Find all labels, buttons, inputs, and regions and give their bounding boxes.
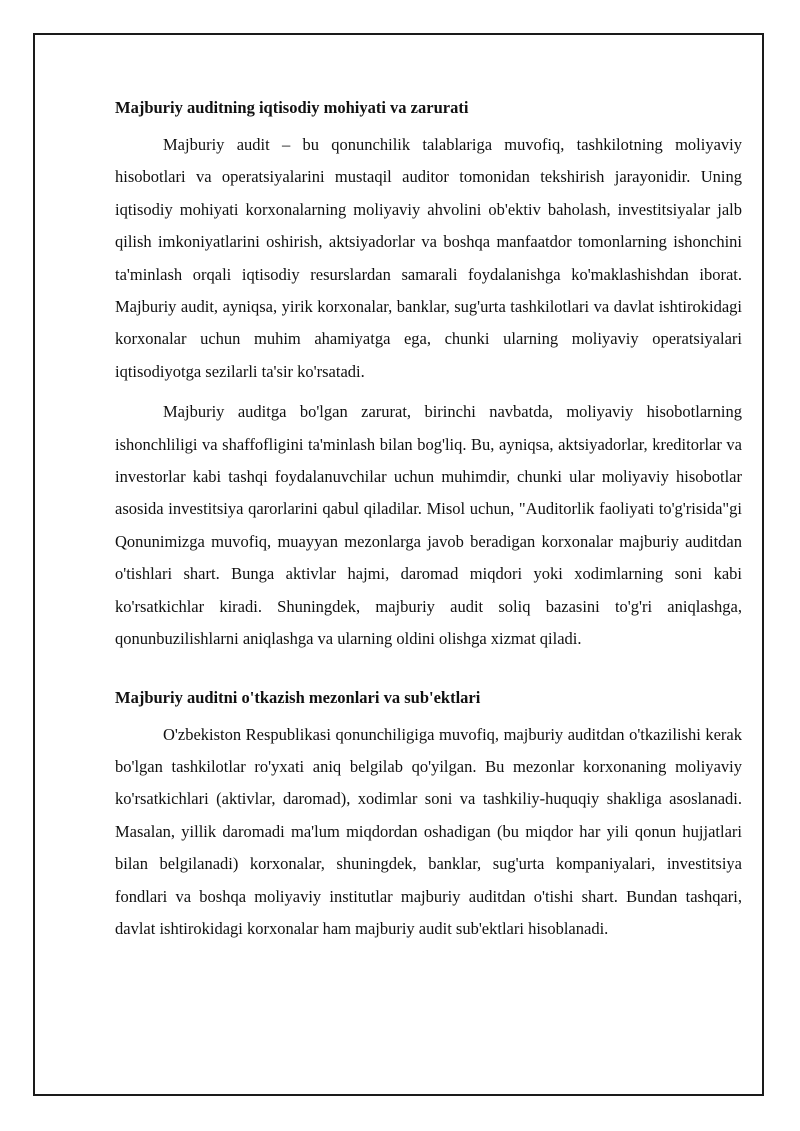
section-spacer [115,664,742,686]
paragraph: Majburiy auditga bo'lgan zarurat, birinchi navbatda, moliyaviy hisobotlarning ishonchliligi va shaffofligini ta'minlash bilan bog'liq. Bu, ayniqsa, aktsiyadorlar, kreditorlar va investorlar kabi tashqi foydalanuvchilar uchun muhimdir, chunki ular moliyaviy hisobotlar asosida investitsiya qarorlarini qabul qiladilar. Misol uchun, "Auditorlik faoliyati to'g'risida"gi Qonunimizga muvofiq, muayyan mezonlarga javob beradigan korxonalar majburiy auditdan o'tishlari shart. Bunga aktivlar hajmi, daromad miqdori yoki xodimlarning soni kabi ko'rsatkichlar kiradi. Shuningdek, majburiy audit soliq bazasini to'g'ri aniqlashga, qonunbuzilishlarni aniqlashga va ularning oldini olishga xizmat qiladi. [115,402,742,649]
section-heading: Majburiy auditning iqtisodiy mohiyati va zarurati [115,98,469,117]
document-body [115,96,742,953]
section-heading: Majburiy auditni o'tkazish mezonlari va sub'ektlari [115,687,481,707]
paragraph: Majburiy audit – bu qonunchilik talablariga muvofiq, tashkilotning moliyaviy hisobotlari va operatsiyalarini mustaqil auditor tomonidan tekshirish jarayonidir. Uning iqtisodiy mohiyati korxonalarning moliyaviy ahvolini ob'ektiv baholash, investitsiyalar jalb qilish imkoniyatlarini oshirish, aktsiyadorlar va boshqa manfaatdor tomonlarning ishonchini ta'minlash orqali iqtisodiy resurslardan samarali foydalanishga ko'maklashishdan iborat. Majburiy audit, ayniqsa, yirik korxonalar, banklar, sug'urta tashkilotlari va davlat ishtirokidagi korxonalar uchun muhim ahamiyatga ega, chunki ularning moliyaviy operatsiyalari iqtisodiyotga sezilarli ta'sir ko'rsatadi. [115,135,742,381]
paragraph: O'zbekiston Respublikasi qonunchiligiga muvofiq, majburiy auditdan o'tkazilishi kerak bo'lgan tashkilotlar ro'yxati aniq belgilab qo'yilgan. Bu mezonlar korxonaning moliyaviy ko'rsatkichlari (aktivlar, daromad), xodimlar soni va tashkiliy-huquqiy shakliga asoslanadi. Masalan, yillik daromadi ma'lum miqdordan oshadigan (bu miqdor har yili qonun hujjatlari bilan belgilanadi) korxonalar, shuningdek, banklar, sug'urta kompaniyalari, investitsiya fondlari va boshqa moliyaviy institutlar majburiy auditdan o'tishi shart. Bundan tashqari, davlat ishtirokidagi korxonalar ham majburiy audit sub'ektlari hisoblanadi. [115,724,742,938]
